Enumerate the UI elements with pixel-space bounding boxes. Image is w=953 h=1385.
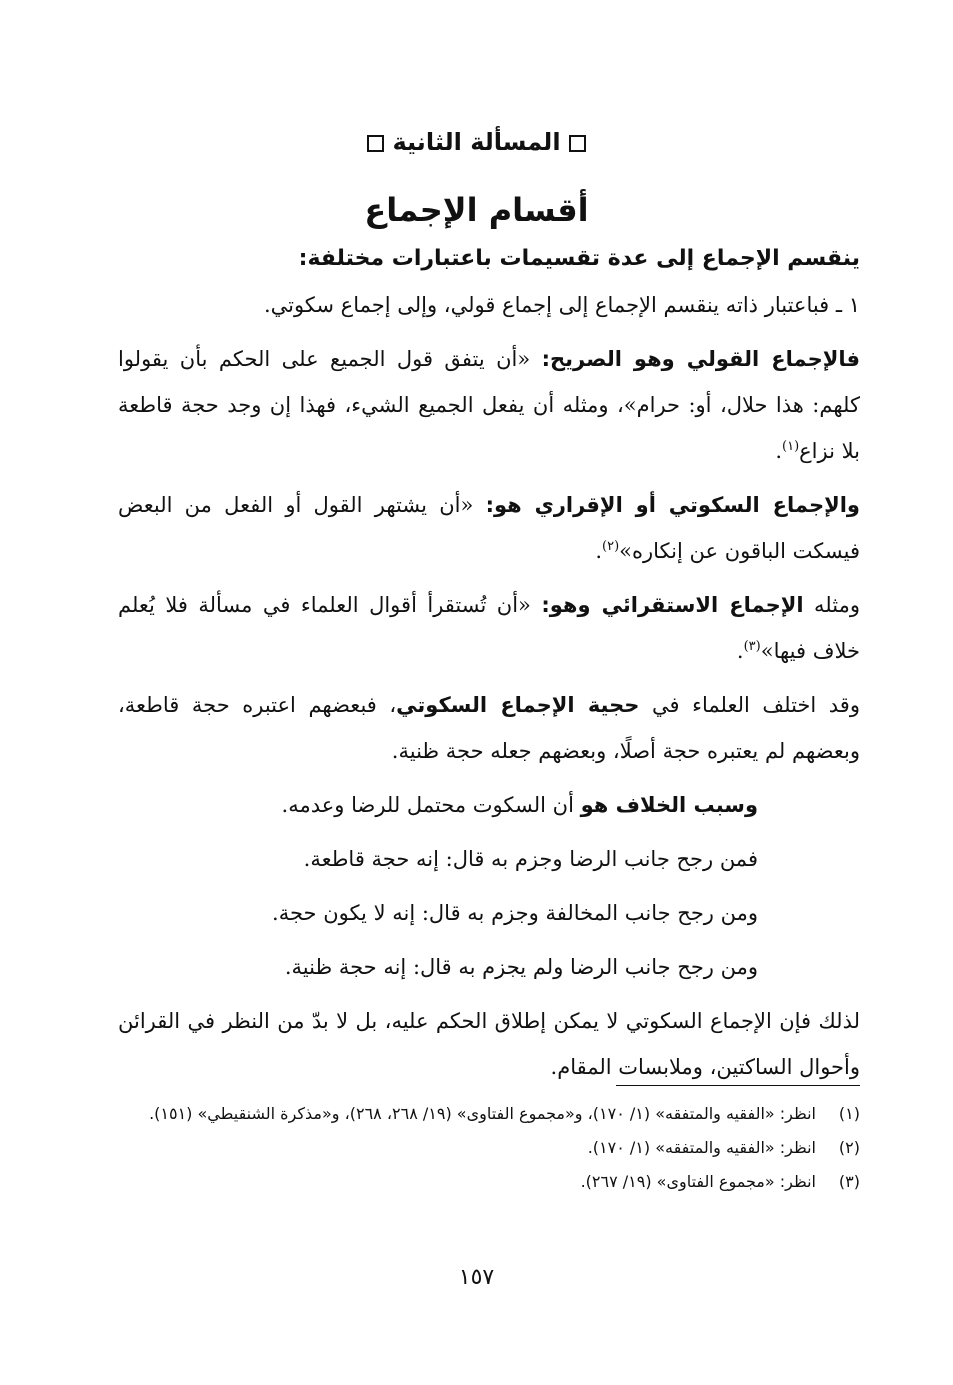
main-text <box>118 236 860 1090</box>
paragraph-3-text: «أن يشتهر القول أو الفعل من البعض فيسكت الباقون عن إنكاره» <box>118 493 860 563</box>
paragraph-4-text: «أن تُستقرأ أقوال العلماء في مسألة فلا يُعلم خلاف فيها» <box>118 593 860 663</box>
term-cause-of-dispute: وسبب الخلاف هو <box>580 793 758 817</box>
paragraph-5-pre: وقد اختلف العلماء في <box>639 693 860 717</box>
term-authority-of-tacit-consensus: حجية الإجماع السكوتي <box>396 693 640 717</box>
paragraph-1: ١ ـ فباعتبار ذاته ينقسم الإجماع إلى إجماع قولي، وإلى إجماع سكوتي. <box>263 293 860 317</box>
footnote-ref-3[interactable]: (٣) <box>743 639 761 654</box>
page-title: أقسام الإجماع <box>364 191 589 229</box>
paragraph-6-text: أن السكوت محتمل للرضا وعدمه. <box>281 793 581 817</box>
footnote-number: (١) <box>838 1104 860 1123</box>
paragraph-8: ومن رجح جانب المخالفة وجزم به قال: إنه لا يكون حجة. <box>272 901 758 925</box>
footnote-3 <box>118 1165 860 1199</box>
section-title <box>0 122 953 162</box>
footnote-text: انظر: «مجموع الفتاوى» (١٩/ ٢٦٧). <box>580 1172 816 1191</box>
footnote-text: انظر: «الفقيه والمتفقه» (١/ ١٧٠)، و«مجموع الفتاوى» (١٩/ ٢٦٨، ٢٦٨)، و«مذكرة الشنقيطي» (١٥١). <box>149 1104 816 1123</box>
paragraph-4 <box>118 582 860 674</box>
footnote-number: (٢) <box>838 1138 860 1157</box>
paragraph-4-end: . <box>736 639 744 663</box>
paragraph-5-text: ، فبعضهم اعتبره حجة قاطعة، وبعضهم لم يعتبره حجة أصلًا، وبعضهم جعله حجة ظنية. <box>118 693 860 763</box>
paragraph-2 <box>118 336 860 474</box>
term-inductive-consensus: الإجماع الاستقرائي وهو: <box>541 593 804 617</box>
paragraph-2-text: «أن يتفق قول الجميع على الحكم بأن يقولوا كلهم: هذا حلال، أو: حرام»، ومثله أن يفعل الجميع الشيء، فهذا إن وجد حجة قاطعة بلا نزاع <box>118 347 860 463</box>
footnote-ref-2[interactable]: (٢) <box>602 539 620 554</box>
square-ornament-icon <box>569 135 586 152</box>
paragraph-9: ومن رجح جانب الرضا ولم يجزم به قال: إنه حجة ظنية. <box>284 955 758 979</box>
intro-paragraph: ينقسم الإجماع إلى عدة تقسيمات باعتبارات مختلفة: <box>298 246 860 271</box>
paragraph-10: لذلك فإن الإجماع السكوتي لا يمكن إطلاق الحكم عليه، بل لا بدّ من النظر في القرائن وأحوال الساكتين، وملابسات المقام. <box>118 1009 860 1079</box>
footnote-2 <box>118 1131 860 1165</box>
footnote-text: انظر: «الفقيه والمتفقه» (١/ ١٧٠). <box>587 1138 816 1157</box>
term-explicit-consensus: فالإجماع القولي وهو الصريح: <box>541 347 861 371</box>
footnote-divider <box>616 1085 860 1086</box>
paragraph-3 <box>118 482 860 574</box>
section-title-text: المسألة الثانية <box>392 128 561 156</box>
footnote-number: (٣) <box>838 1172 860 1191</box>
square-ornament-icon <box>367 135 384 152</box>
paragraph-4-pre: ومثله <box>803 593 860 617</box>
paragraph-6 <box>118 782 860 828</box>
footnote-ref-1[interactable]: (١) <box>782 439 800 454</box>
footnotes <box>118 1097 860 1199</box>
footnote-1 <box>118 1097 860 1131</box>
paragraph-2-end: . <box>775 439 782 463</box>
paragraph-5 <box>118 682 860 774</box>
paragraph-7: فمن رجح جانب الرضا وجزم به قال: إنه حجة قاطعة. <box>303 847 758 871</box>
term-tacit-consensus: والإجماع السكوتي أو الإقراري هو: <box>485 493 860 517</box>
page-number: ١٥٧ <box>458 1265 495 1290</box>
paragraph-3-end: . <box>595 539 603 563</box>
